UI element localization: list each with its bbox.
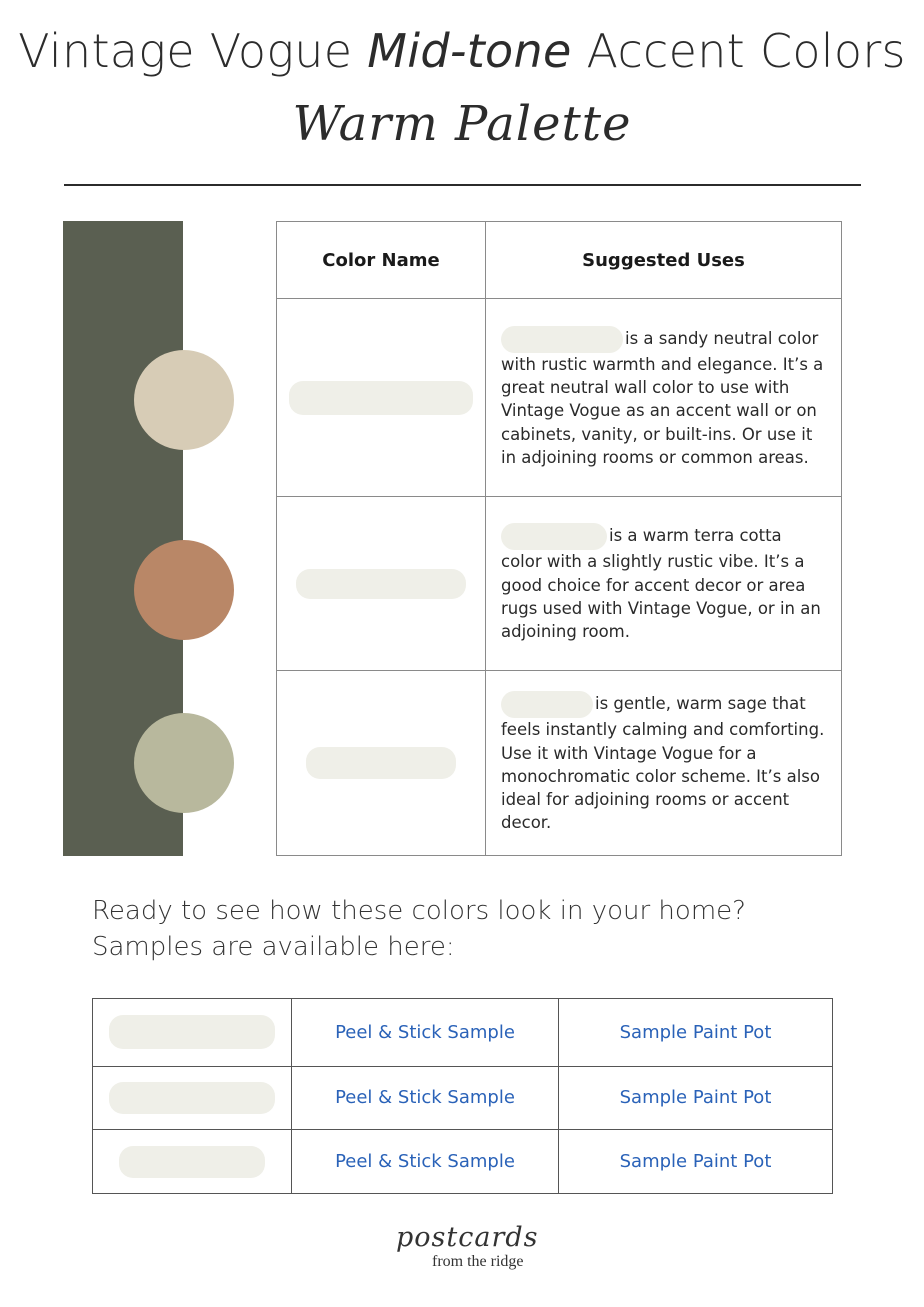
redacted-color-name: [109, 1015, 275, 1049]
title-start: Vintage Vogue: [18, 24, 368, 78]
samples-call-to-action: [92, 893, 852, 965]
table-row: [93, 999, 833, 1067]
table-row: [277, 497, 842, 671]
title-emphasis: Mid-tone: [367, 24, 572, 78]
redacted-color-name: [501, 691, 593, 718]
sample-paint-pot-link[interactable]: Sample Paint Pot: [619, 1021, 772, 1043]
use-description: is a warm terra cotta color with a slightly rustic vibe. It’s a good choice for accent decor or area rugs used with Vintage Vogue, or in an adjoining room.: [501, 526, 821, 642]
peel-stick-sample-link[interactable]: Peel & Stick Sample: [335, 1151, 515, 1173]
color-name-cell: [277, 299, 486, 497]
brand-logo: [396, 1222, 546, 1278]
page-subtitle: Warm Palette: [292, 96, 632, 152]
sample-color-cell: [93, 999, 292, 1067]
samples-table: [92, 998, 833, 1194]
swatch-dot-2: [134, 540, 234, 640]
suggested-uses-cell: [486, 299, 842, 497]
redacted-color-name: [501, 523, 607, 550]
use-description: is gentle, warm sage that feels instantly calming and comforting. Use it with Vintage Vogue for a monochromatic color scheme. It’s also ideal for adjoining rooms or accent decor.: [501, 694, 825, 833]
peel-stick-sample-link[interactable]: Peel & Stick Sample: [335, 1021, 515, 1043]
table-row: [93, 1130, 833, 1194]
color-name-cell: [277, 671, 486, 856]
paint-pot-cell: [559, 1066, 833, 1130]
title-divider: [64, 184, 861, 186]
logo-tagline: from the ridge: [432, 1253, 524, 1270]
swatch-dot-1: [134, 350, 234, 450]
table-header-row: [277, 222, 842, 299]
peel-stick-cell: [292, 999, 559, 1067]
redacted-color-name: [119, 1146, 265, 1178]
peel-stick-cell: [292, 1066, 559, 1130]
redacted-color-name: [296, 569, 466, 599]
table-row: [277, 671, 842, 856]
suggested-uses-cell: [486, 497, 842, 671]
table-row: [93, 1066, 833, 1130]
paint-pot-cell: [559, 999, 833, 1067]
logo-script: postcards: [396, 1222, 539, 1253]
suggested-uses-cell: [486, 671, 842, 856]
cta-line-1: Ready to see how these colors look in your home?: [92, 896, 746, 926]
sample-color-cell: [93, 1130, 292, 1194]
sample-paint-pot-link[interactable]: Sample Paint Pot: [619, 1151, 772, 1173]
color-uses-table: [276, 221, 842, 856]
table-row: [277, 299, 842, 497]
header-color-name: Color Name: [277, 222, 486, 299]
redacted-color-name: [109, 1082, 275, 1114]
paint-pot-cell: [559, 1130, 833, 1194]
redacted-color-name: [289, 381, 473, 415]
color-name-cell: [277, 497, 486, 671]
cta-line-2: Samples are available here:: [92, 932, 455, 962]
sample-paint-pot-link[interactable]: Sample Paint Pot: [619, 1087, 772, 1109]
page-title: [0, 24, 924, 78]
redacted-color-name: [501, 326, 623, 353]
sample-color-cell: [93, 1066, 292, 1130]
title-end: Accent Colors: [571, 24, 906, 78]
header-suggested-uses: Suggested Uses: [486, 222, 842, 299]
peel-stick-cell: [292, 1130, 559, 1194]
peel-stick-sample-link[interactable]: Peel & Stick Sample: [335, 1087, 515, 1109]
redacted-color-name: [306, 747, 456, 779]
use-description: is a sandy neutral color with rustic warmth and elegance. It’s a great neutral wall color to use with Vintage Vogue as an accent wall or on cabinets, vanity, or built-ins. Or use it in adjoining rooms or common areas.: [501, 328, 824, 467]
swatch-dot-3: [134, 713, 234, 813]
